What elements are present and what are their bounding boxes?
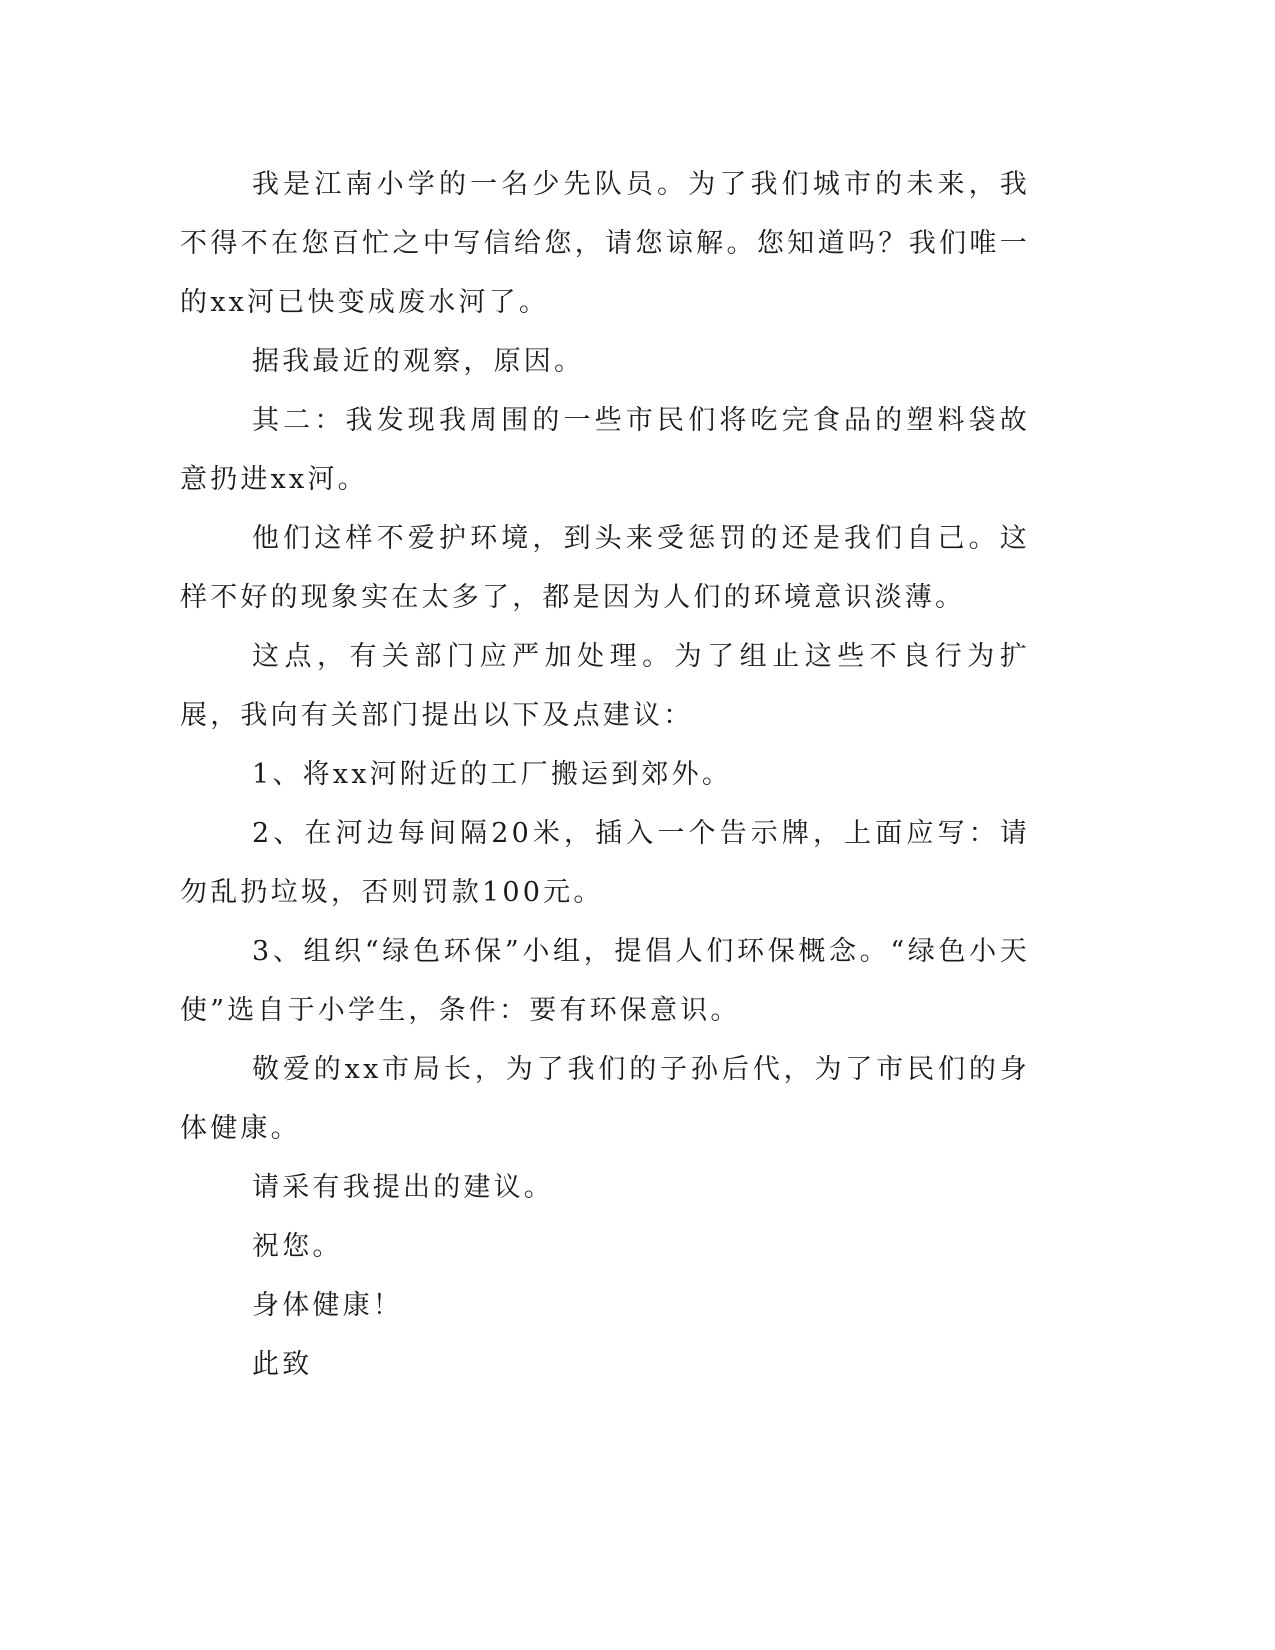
paragraph-reason-two: 其二：我发现我周围的一些市民们将吃完食品的塑料袋故意扔进xx河。 <box>180 405 1030 495</box>
closing-salutation: 此致 <box>252 1349 313 1380</box>
suggestion-item-1: 1、将xx河附近的工厂搬运到郊外。 <box>252 759 733 790</box>
closing-health: 身体健康！ <box>252 1290 403 1321</box>
suggestion-item-3: 3、组织“绿色环保”小组，提倡人们环保概念。“绿色小天使”选自于小学生，条件：要有环保意识。 <box>180 936 1030 1026</box>
closing-wish: 祝您。 <box>252 1231 343 1262</box>
paragraph-appeal: 敬爱的xx市局长，为了我们的子孙后代，为了市民们的身体健康。 <box>180 1054 1030 1144</box>
paragraph-consequence: 他们这样不爱护环境，到头来受惩罚的还是我们自己。这样不好的现象实在太多了，都是因为人们的环境意识淡薄。 <box>180 523 1030 613</box>
paragraph-request: 请采有我提出的建议。 <box>252 1172 554 1203</box>
paragraph-observation: 据我最近的观察，原因。 <box>252 346 585 377</box>
letter-body <box>180 155 1030 1394</box>
paragraph-intro: 我是江南小学的一名少先队员。为了我们城市的未来，我不得不在您百忙之中写信给您，请您谅解。您知道吗？我们唯一的xx河已快变成废水河了。 <box>180 169 1030 318</box>
paragraph-suggestions-intro: 这点，有关部门应严加处理。为了组止这些不良行为扩展，我向有关部门提出以下及点建议： <box>180 641 1030 731</box>
suggestion-item-2: 2、在河边每间隔20米，插入一个告示牌，上面应写：请勿乱扔垃圾，否则罚款100元。 <box>180 818 1030 908</box>
